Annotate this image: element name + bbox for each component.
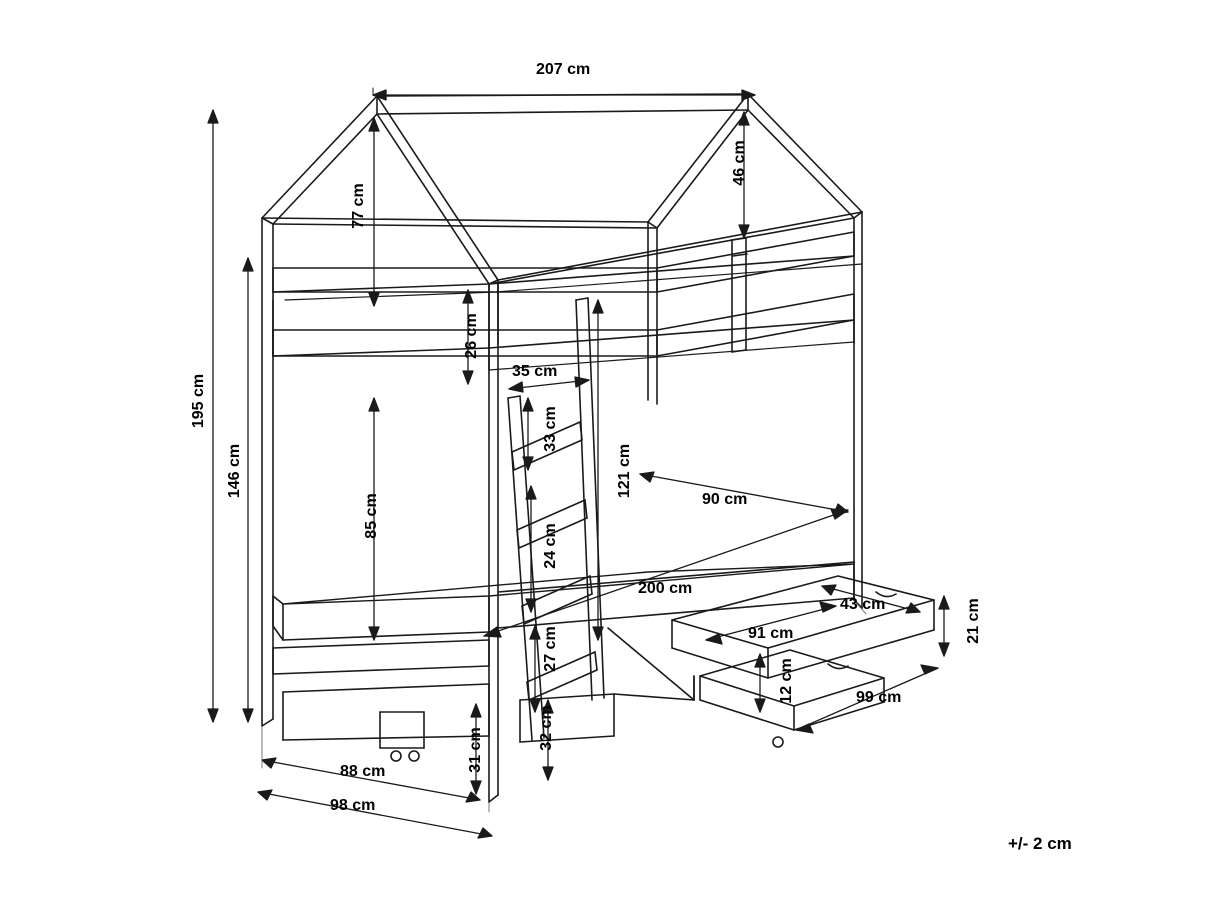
dimension-label-upper-clearance: 33 cm [542, 406, 559, 452]
dimension-label-step-spacing: 24 cm [542, 523, 559, 569]
dimension-label-upper-bed-height: 85 cm [363, 493, 380, 539]
dimension-label-roof-peak-height: 77 cm [350, 183, 367, 229]
dimension-label-drawer-overall: 99 cm [856, 689, 902, 706]
tolerance-note: +/- 2 cm [1008, 834, 1072, 853]
dimension-label-lower-bed-height: 32 cm [538, 705, 555, 751]
dimension-label-roof-width: 207 cm [536, 61, 591, 78]
dimension-label-outer-depth: 98 cm [330, 797, 376, 814]
dimension-label-base-clearance: 31 cm [467, 727, 484, 773]
dimension-label-frame-height: 146 cm [226, 443, 243, 499]
dimension-label-bottom-step: 27 cm [542, 626, 559, 672]
upper-bed-deck [273, 256, 862, 370]
dimension-label-total-height: 195 cm [190, 373, 207, 429]
dimension-label-drawer-width: 91 cm [748, 625, 794, 642]
dimension-label-drawer-depth: 43 cm [840, 596, 886, 613]
dimension-label-gable-height: 46 cm [731, 140, 748, 186]
dimension-label-ladder-width: 35 cm [512, 363, 558, 380]
dimension-label-drawer-height: 21 cm [965, 598, 982, 644]
dimension-label-drawer-front: 12 cm [778, 658, 795, 704]
dimension-label-mattress-width: 90 cm [702, 491, 748, 508]
dimension-label-inner-depth: 88 cm [340, 763, 386, 780]
left-gable-frame [262, 96, 498, 802]
upper-guard-rails [273, 232, 854, 356]
dimension-label-guard-rail-height: 26 cm [463, 313, 480, 359]
dimension-label-mattress-length: 200 cm [638, 580, 693, 597]
dimension-label-lower-clearance: 121 cm [616, 443, 633, 499]
